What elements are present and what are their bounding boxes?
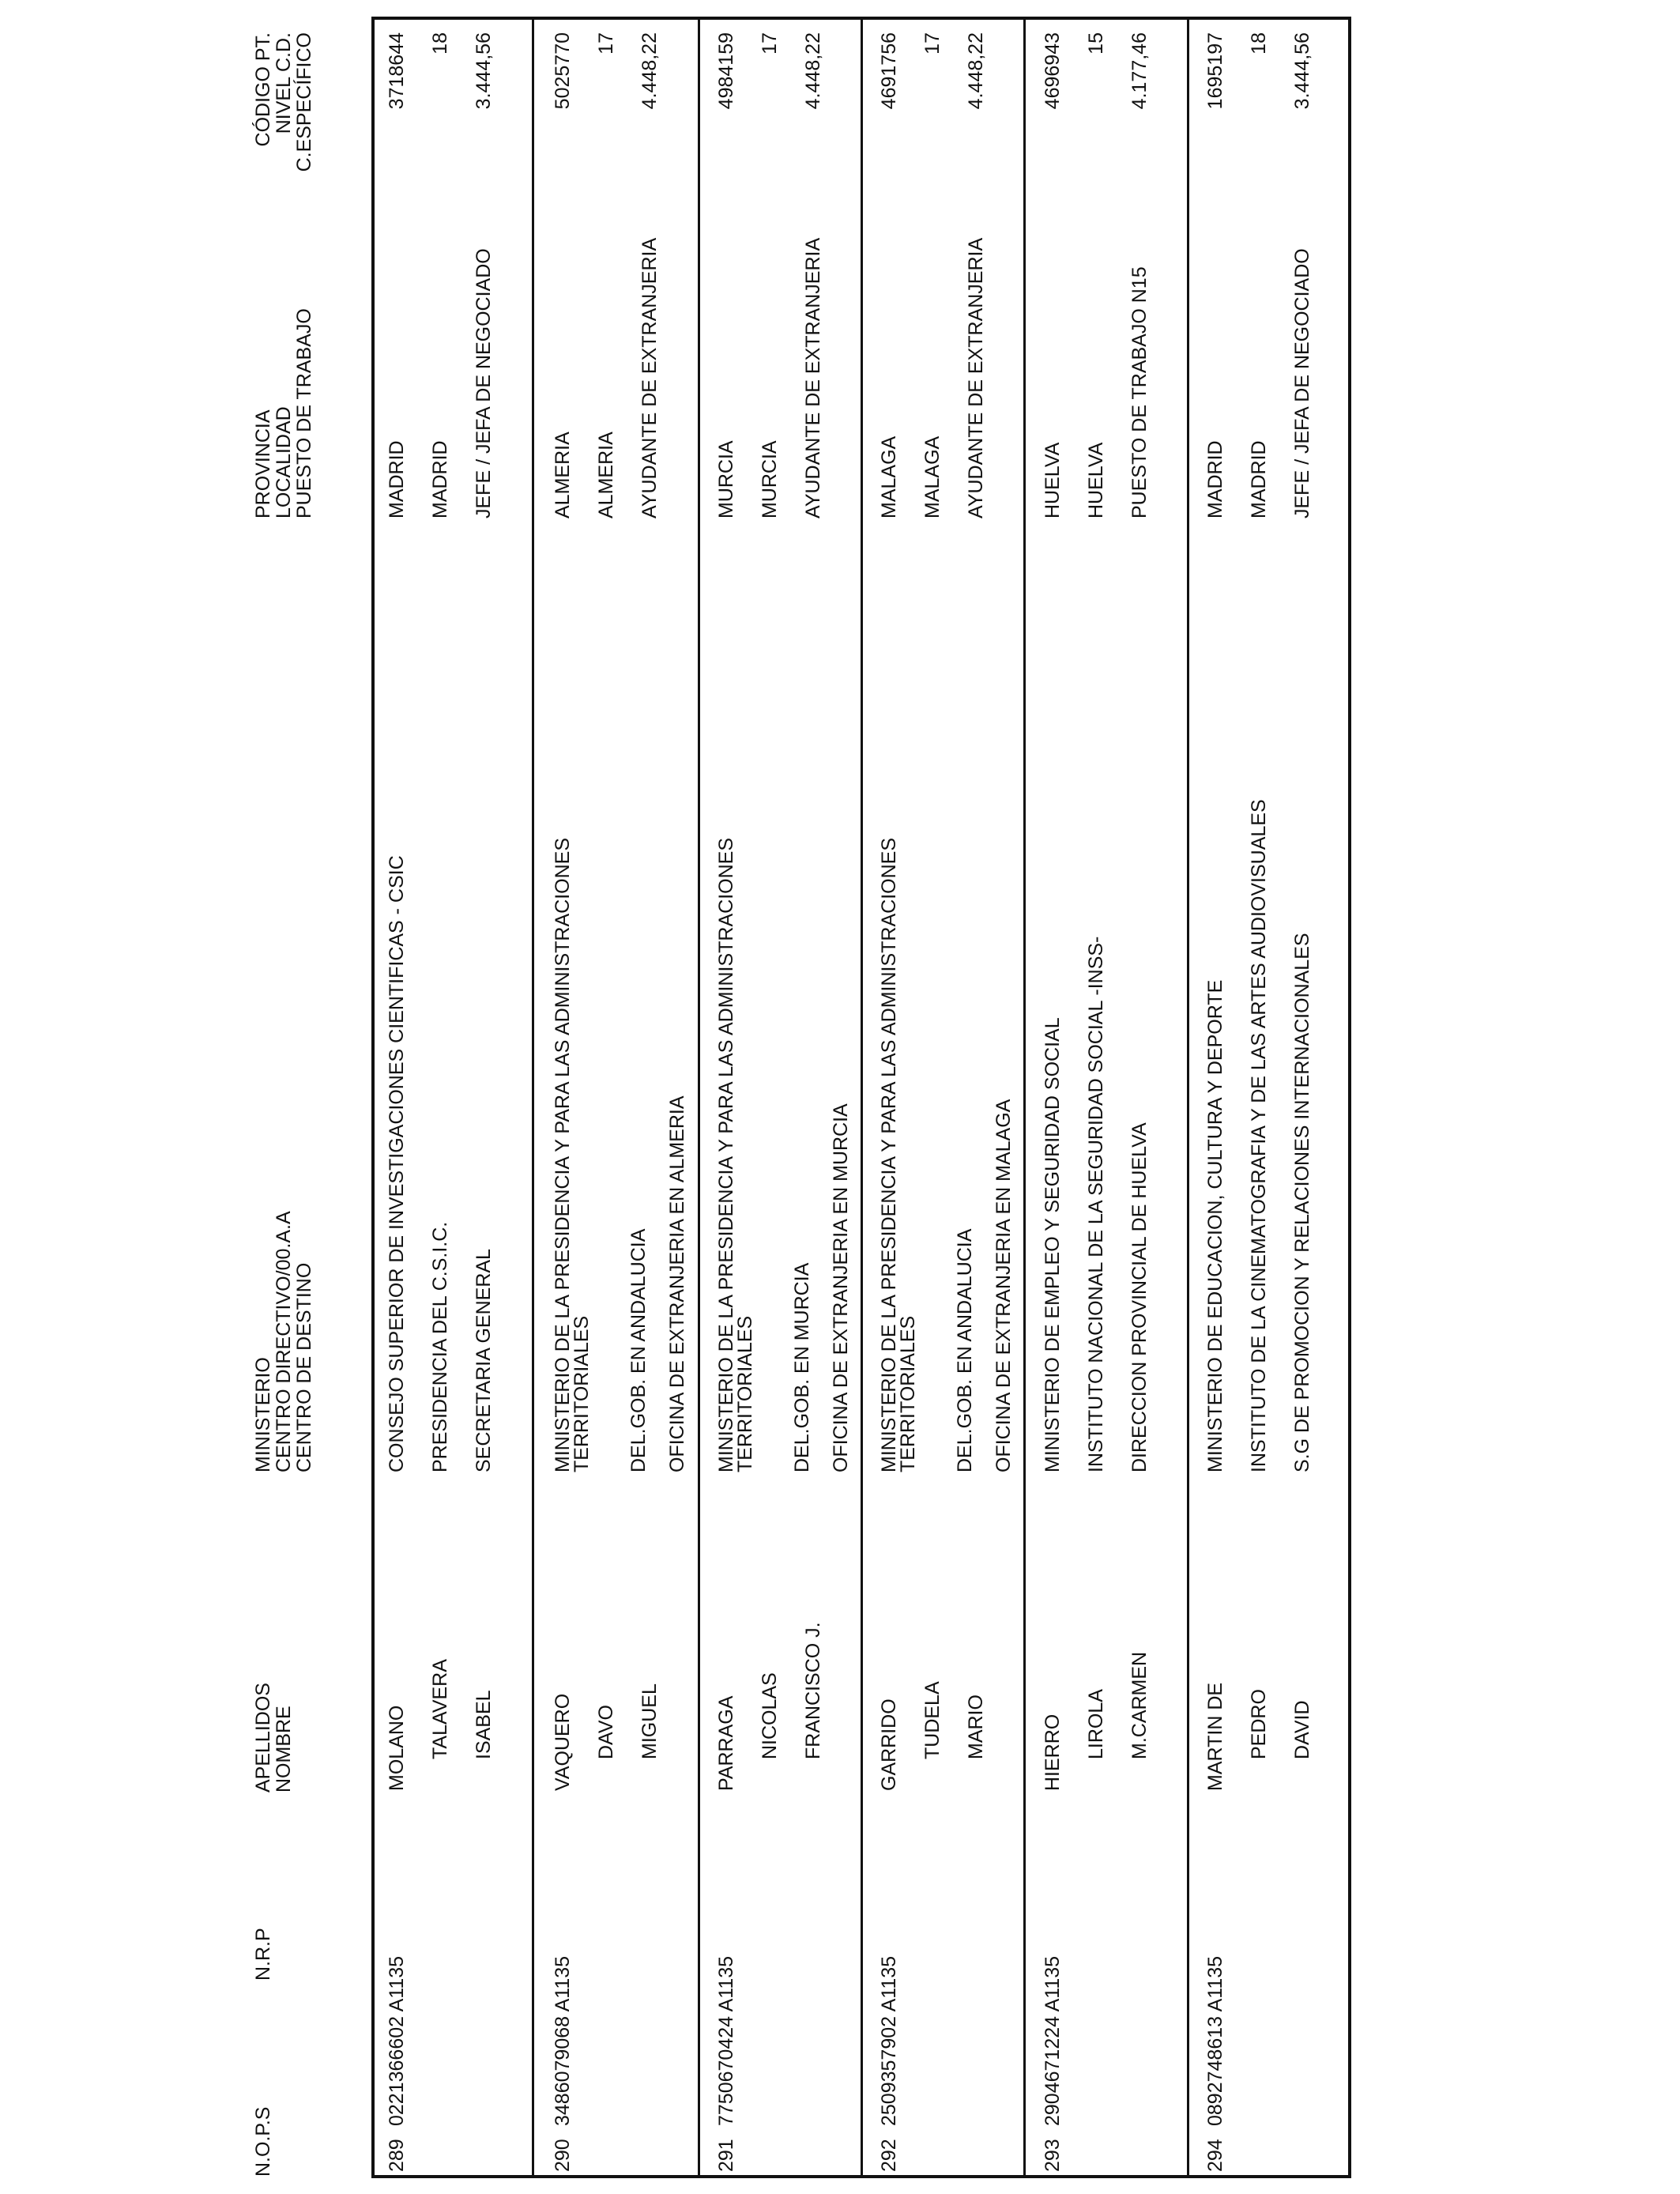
record-puesto: AYUDANTE DE EXTRANJERIA <box>638 237 661 518</box>
record-puesto: JEFE / JEFA DE NEGOCIADO <box>473 248 495 518</box>
record-centro-directivo: DEL.GOB. EN MURCIA <box>791 1262 813 1472</box>
record-apellido1: GARRIDO <box>878 1698 900 1791</box>
record-nombre: FRANCISCO J. <box>802 1622 824 1759</box>
header-codigo: CÓDIGO PT. <box>252 32 274 147</box>
header-nombre: NOMBRE <box>273 1706 295 1793</box>
record-centro-destino: DIRECCION PROVINCIAL DE HUELVA <box>1128 1122 1151 1472</box>
record-ministerio-cont: TERRITORIALES <box>897 1315 919 1472</box>
record-codigo: 4696943 <box>1042 32 1064 110</box>
header-nops: N.O.P.S <box>252 2106 274 2177</box>
header-centro-directivo: CENTRO DIRECTIVO/00.A.A <box>273 1211 295 1472</box>
record-especifico: 4.448,22 <box>802 32 824 110</box>
record-nrp: 0221366602 A1135 <box>386 1955 408 2126</box>
row-separator <box>1023 17 1026 2178</box>
record-nivel: 15 <box>1085 32 1107 55</box>
record-centro-destino: OFICINA DE EXTRANJERIA EN MURCIA <box>830 1103 852 1472</box>
record-apellido2: PEDRO <box>1248 1689 1270 1759</box>
header-puesto: PUESTO DE TRABAJO <box>293 308 315 518</box>
record-nivel: 17 <box>595 32 617 55</box>
record-number: 289 <box>386 2139 408 2172</box>
record-ministerio: MINISTERIO DE EMPLEO Y SEGURIDAD SOCIAL <box>1042 1017 1064 1472</box>
record-especifico: 4.177,46 <box>1128 32 1151 110</box>
record-centro-directivo: PRESIDENCIA DEL C.S.I.C. <box>429 1221 451 1472</box>
header-nrp: N.R.P <box>252 1928 274 1981</box>
header-centro-destino: CENTRO DE DESTINO <box>293 1262 315 1472</box>
record-nombre: ISABEL <box>473 1690 495 1759</box>
header-especifico: C.ESPECÍFICO <box>293 32 315 172</box>
record-codigo: 4691756 <box>878 32 900 110</box>
record-ministerio: CONSEJO SUPERIOR DE INVESTIGACIONES CIENTIFICAS - CSIC <box>386 855 408 1472</box>
record-apellido1: VAQUERO <box>552 1693 574 1791</box>
record-centro-directivo: INSTITUTO DE LA CINEMATOGRAFIA Y DE LAS ARTES AUDIOVISUALES <box>1248 799 1270 1472</box>
header-apellidos: APELLIDOS <box>252 1683 274 1793</box>
record-nivel: 18 <box>429 32 451 55</box>
record-provincia: MALAGA <box>878 435 900 518</box>
record-apellido1: PARRAGA <box>715 1695 737 1791</box>
record-especifico: 4.448,22 <box>638 32 661 110</box>
record-ministerio: MINISTERIO DE LA PRESIDENCIA Y PARA LAS ADMINISTRACIONES <box>878 837 900 1472</box>
record-provincia: MADRID <box>386 440 408 518</box>
record-apellido2: TALAVERA <box>429 1659 451 1759</box>
record-centro-destino: SECRETARIA GENERAL <box>473 1249 495 1472</box>
record-nivel: 17 <box>921 32 944 55</box>
record-ministerio-cont: TERRITORIALES <box>571 1315 593 1472</box>
record-puesto: PUESTO DE TRABAJO N15 <box>1128 266 1151 518</box>
record-ministerio: MINISTERIO DE LA PRESIDENCIA Y PARA LAS ADMINISTRACIONES <box>715 837 737 1472</box>
record-number: 291 <box>715 2139 737 2172</box>
record-especifico: 4.448,22 <box>965 32 987 110</box>
record-apellido2: TUDELA <box>921 1681 944 1759</box>
row-separator <box>698 17 700 2178</box>
row-separator <box>532 17 534 2178</box>
record-centro-directivo: INSTITUTO NACIONAL DE LA SEGURIDAD SOCIAL -INSS- <box>1085 936 1107 1472</box>
record-nivel: 17 <box>759 32 781 55</box>
record-centro-destino: OFICINA DE EXTRANJERIA EN MALAGA <box>993 1099 1015 1472</box>
record-codigo: 1695197 <box>1204 32 1226 110</box>
record-nombre: MARIO <box>965 1695 987 1759</box>
record-number: 290 <box>552 2139 574 2172</box>
record-nrp: 0892748613 A1135 <box>1204 1955 1226 2126</box>
record-nombre: MIGUEL <box>638 1683 661 1759</box>
record-number: 292 <box>878 2139 900 2172</box>
record-apellido1: HIERRO <box>1042 1713 1064 1791</box>
record-apellido2: LIROLA <box>1085 1689 1107 1759</box>
record-localidad: MADRID <box>1248 440 1270 518</box>
record-nrp: 3486079068 A1135 <box>552 1955 574 2126</box>
record-apellido2: NICOLAS <box>759 1672 781 1759</box>
record-ministerio-cont: TERRITORIALES <box>734 1315 756 1472</box>
header-nivel: NIVEL C.D. <box>273 32 295 134</box>
record-centro-directivo: DEL.GOB. EN ANDALUCIA <box>954 1228 976 1472</box>
record-number: 293 <box>1042 2139 1064 2172</box>
record-provincia: MADRID <box>1204 440 1226 518</box>
record-centro-destino: OFICINA DE EXTRANJERIA EN ALMERIA <box>666 1095 688 1472</box>
header-localidad: LOCALIDAD <box>273 406 295 518</box>
record-nrp: 7750670424 A1135 <box>715 1955 737 2126</box>
record-especifico: 3.444,56 <box>1291 32 1313 110</box>
record-puesto: JEFE / JEFA DE NEGOCIADO <box>1291 248 1313 518</box>
record-codigo: 4984159 <box>715 32 737 110</box>
record-puesto: AYUDANTE DE EXTRANJERIA <box>965 237 987 518</box>
record-apellido1: MOLANO <box>386 1705 408 1791</box>
record-localidad: ALMERIA <box>595 432 617 518</box>
record-nrp: 2509357902 A1135 <box>878 1955 900 2126</box>
record-number: 294 <box>1204 2139 1226 2172</box>
record-ministerio: MINISTERIO DE LA PRESIDENCIA Y PARA LAS ADMINISTRACIONES <box>552 837 574 1472</box>
header-ministerio: MINISTERIO <box>252 1357 274 1472</box>
row-separator <box>861 17 863 2178</box>
record-provincia: HUELVA <box>1042 442 1064 518</box>
record-especifico: 3.444,56 <box>473 32 495 110</box>
record-puesto: AYUDANTE DE EXTRANJERIA <box>802 237 824 518</box>
record-apellido2: DAVO <box>595 1705 617 1759</box>
record-codigo: 3718644 <box>386 32 408 110</box>
record-codigo: 5025770 <box>552 32 574 110</box>
record-nombre: DAVID <box>1291 1700 1313 1759</box>
record-provincia: ALMERIA <box>552 432 574 518</box>
record-centro-destino: S.G DE PROMOCION Y RELACIONES INTERNACIONALES <box>1291 933 1313 1472</box>
record-localidad: HUELVA <box>1085 442 1107 518</box>
record-centro-directivo: DEL.GOB. EN ANDALUCIA <box>627 1228 650 1472</box>
record-nombre: M.CARMEN <box>1128 1651 1151 1759</box>
record-apellido1: MARTIN DE <box>1204 1682 1226 1791</box>
header-provincia: PROVINCIA <box>252 409 274 518</box>
record-nrp: 2904671224 A1135 <box>1042 1955 1064 2126</box>
record-nivel: 18 <box>1248 32 1270 55</box>
record-ministerio: MINISTERIO DE EDUCACION, CULTURA Y DEPORTE <box>1204 979 1226 1472</box>
record-localidad: MADRID <box>429 440 451 518</box>
row-separator <box>1187 17 1189 2178</box>
record-localidad: MURCIA <box>759 440 781 518</box>
record-localidad: MALAGA <box>921 435 944 518</box>
record-provincia: MURCIA <box>715 440 737 518</box>
